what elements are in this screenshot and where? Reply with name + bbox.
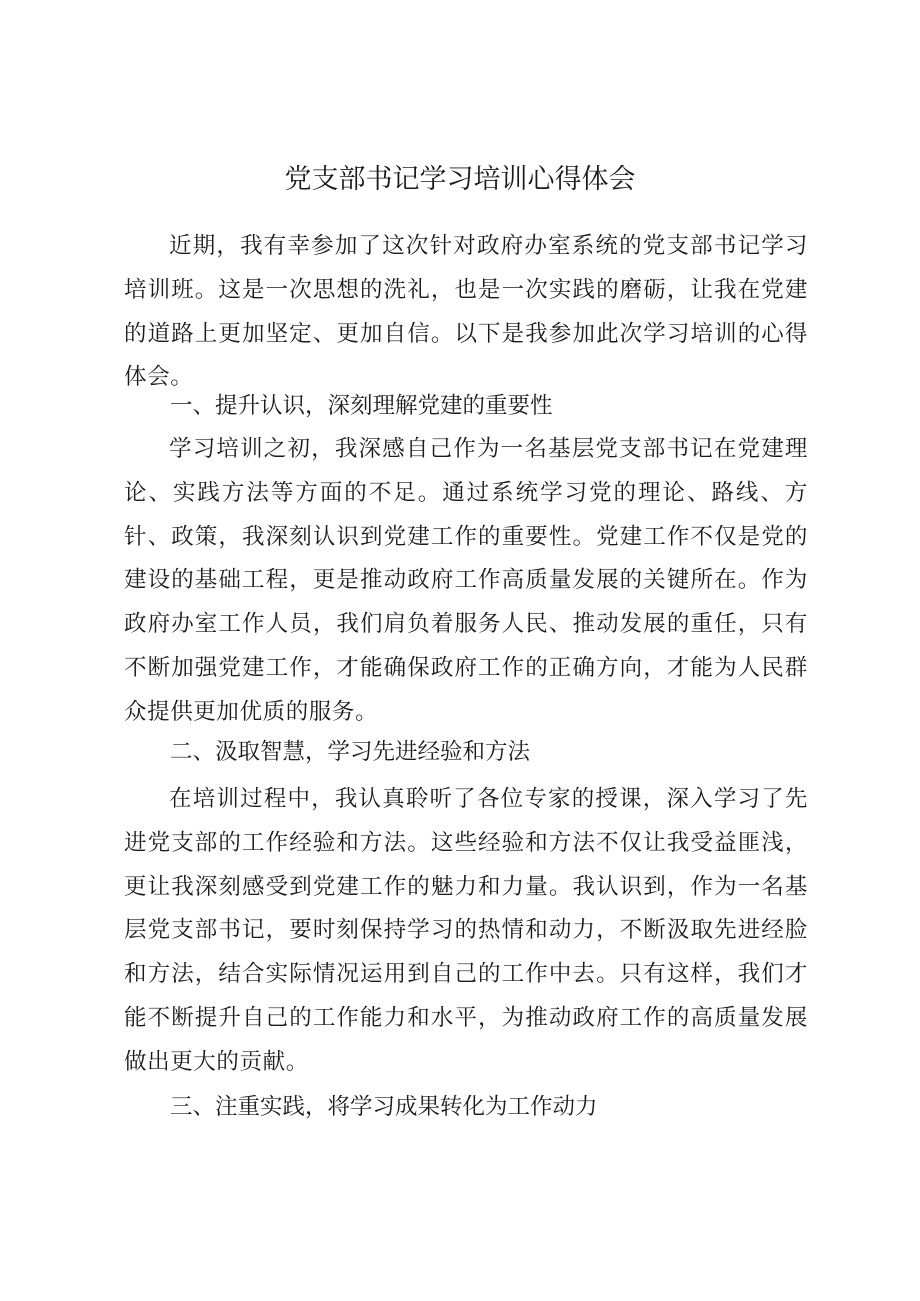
section-1-paragraph: 学习培训之初，我深感自己作为一名基层党支部书记在党建理论、实践方法等方面的不足。通过系统学习党的理论、路线、方针、政策，我深刻认识到党建工作的重要性。党建工作不仅是党的建设的基础工程，更是推动政府工作高质量发展的关键所在。作为政府办室工作人员，我们肩负着服务人民、推动发展的重任，只有不断加强党建工作，才能确保政府工作的正确方向，才能为人民群众提供更加优质的服务。 <box>124 436 808 725</box>
section-heading-3: 三、注重实践，将学习成果转化为工作动力 <box>170 1094 598 1120</box>
section-heading-2: 二、汲取智慧，学习先进经验和方法 <box>170 739 531 765</box>
section-2-paragraph: 在培训过程中，我认真聆听了各位专家的授课，深入学习了先进党支部的工作经验和方法。这些经验和方法不仅让我受益匪浅，更让我深刻感受到党建工作的魅力和力量。我认识到，作为一名基层党支部书记，要时刻保持学习的热情和动力，不断汲取先进经脸和方法，结合实际情况运用到自己的工作中去。只有这样，我们才能不断提升自己的工作能力和水平，为推动政府工作的高质量发展做出更大的贡献。 <box>124 786 808 1075</box>
intro-paragraph: 近期，我有幸参加了这次针对政府办室系统的党支部书记学习培训班。这是一次思想的洗礼，也是一次实践的磨砺，让我在党建的道路上更加坚定、更加自信。以下是我参加此次学习培训的心得体会。 <box>124 233 808 391</box>
document-title: 党支部书记学习培训心得体会 <box>284 164 636 195</box>
section-heading-1: 一、提升认识，深刻理解党建的重要性 <box>170 393 553 419</box>
